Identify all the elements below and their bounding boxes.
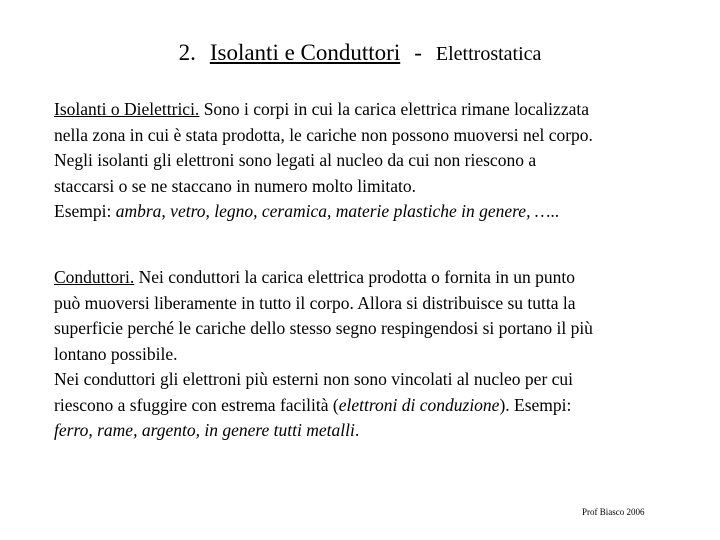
isolanti-line-3: Negli isolanti gli elettroni sono legati al nucleo da cui non riescono a bbox=[54, 150, 537, 170]
conduttori-paragraph bbox=[54, 265, 694, 444]
conduttori-line-1: Conduttori. Nei conduttori la carica elettrica prodotta o fornita in un punto bbox=[54, 267, 575, 287]
isolanti-line-1: Isolanti o Dielettrici. Sono i corpi in cui la carica elettrica rimane localizzata bbox=[54, 99, 589, 119]
title-number: 2. bbox=[178, 40, 196, 65]
title-main: Isolanti e Conduttori bbox=[209, 40, 401, 65]
slide-title bbox=[0, 40, 720, 66]
conduttori-line-4: lontano possibile. bbox=[54, 343, 178, 364]
isolanti-line-4: staccarsi o se ne staccano in numero molto limitato. bbox=[54, 175, 417, 196]
conduttori-label: Conduttori. bbox=[54, 267, 135, 287]
conduttori-examples: ferro, rame, argento, in genere tutti metalli. bbox=[54, 420, 360, 440]
isolanti-examples: Esempi: ambra, vetro, legno, ceramica, materie plastiche in genere, ….. bbox=[54, 201, 560, 221]
conduttori-line-2: può muoversi liberamente in tutto il corpo. Allora si distribuisce su tutta la bbox=[54, 292, 576, 313]
title-separator: - bbox=[414, 40, 422, 65]
isolanti-paragraph bbox=[54, 97, 694, 225]
title-subtitle: Elettrostatica bbox=[435, 43, 542, 65]
conduttori-line-5: Nei conduttori gli elettroni più esterni non sono vincolati al nucleo per cui bbox=[54, 369, 574, 389]
conduttori-line-6: riescono a sfuggire con estrema facilità (elettroni di conduzione). Esempi: bbox=[54, 394, 572, 415]
isolanti-line-2: nella zona in cui è stata prodotta, le cariche non possono muoversi nel corpo. bbox=[54, 124, 593, 145]
isolanti-label: Isolanti o Dielettrici. bbox=[54, 99, 200, 119]
conduttori-line-3: superficie perché le cariche dello stesso segno respingendosi si portano il più bbox=[54, 318, 593, 338]
footer-credit: Prof Biasco 2006 bbox=[582, 507, 645, 517]
